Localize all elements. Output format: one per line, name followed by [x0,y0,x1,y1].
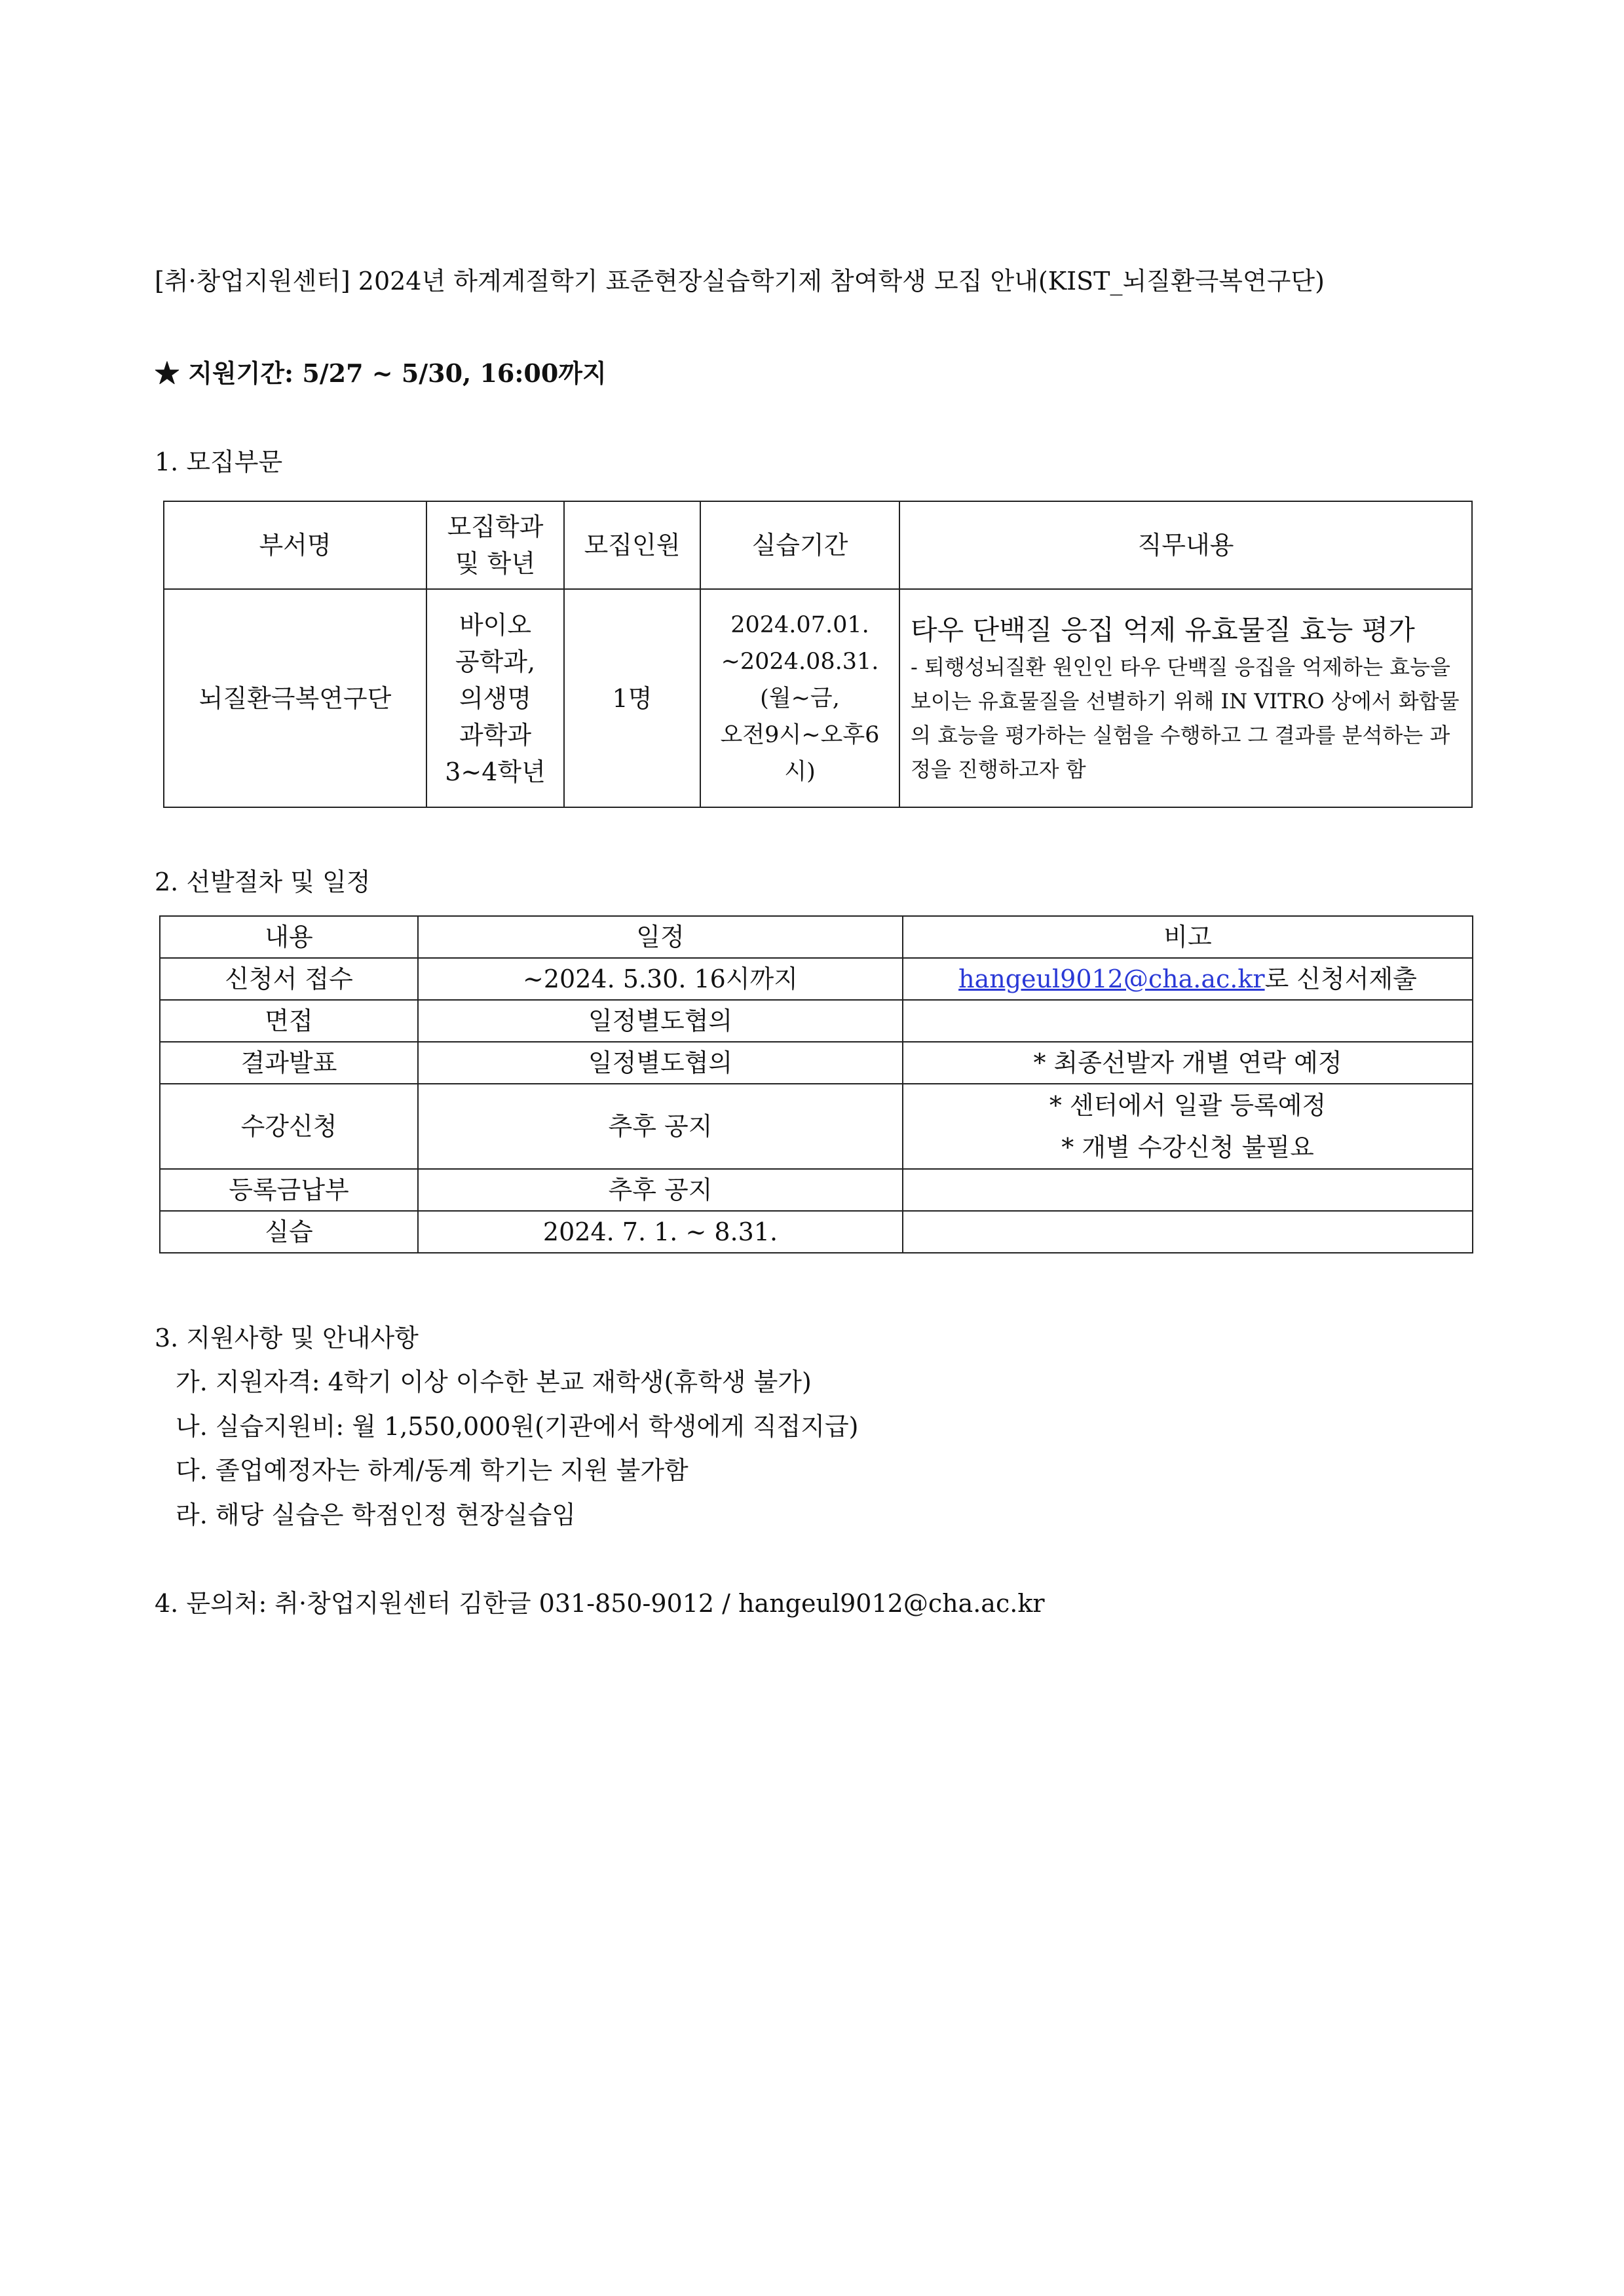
schedule-date: 추후 공지 [418,1169,903,1211]
major-text: 바이오 공학과, 의생명 과학과 3~4학년 [445,610,546,786]
schedule-note [903,1169,1473,1211]
schedule-date: 일정별도협의 [418,1042,903,1084]
schedule-note [903,1211,1473,1253]
email-link[interactable]: hangeul9012@cha.ac.kr [958,965,1265,993]
header-count [564,501,700,589]
table-row [160,1042,1473,1084]
schedule-item: 등록금납부 [160,1169,418,1211]
header-duty-label: 직무내용 [1137,531,1234,560]
schedule-table [159,915,1473,1253]
recruitment-table-header [164,501,1472,589]
list-item: 나. 실습지원비: 월 1,550,000원(기관에서 학생에게 직접지급) [176,1412,859,1441]
schedule-header [160,916,1473,958]
schedule-date: ~2024. 5.30. 16시까지 [418,958,903,1000]
period-cell [700,589,899,807]
dept-cell [164,589,426,807]
list-item: 라. 해당 실습은 학점인정 현장실습임 [176,1501,576,1529]
schedule-note-line1: * 센터에서 일괄 등록예정 [1049,1091,1327,1120]
schedule-item: 수강신청 [160,1084,418,1169]
schedule-note [903,1084,1473,1169]
schedule-date: 추후 공지 [418,1084,903,1169]
major-cell [426,589,564,807]
section1-heading: 1. 모집부문 [155,448,283,476]
schedule-note-line2: * 개별 수강신청 불필요 [1061,1133,1314,1162]
list-item: 가. 지원자격: 4학기 이상 이수한 본교 재학생(휴학생 불가) [176,1368,812,1396]
page-title: [취·창업지원센터] 2024년 하계계절학기 표준현장실습학기제 참여학생 모집 안내(KIST_뇌질환극복연구단) [155,267,1325,296]
duty-description: - 퇴행성뇌질환 원인인 타우 단백질 응집을 억제하는 효능을 보이는 유효물질을 선별하기 위해 IN VITRO 상에서 화합물의 효능을 평가하는 실험을 수행하고 그 결과를 분석하는 과정을 진행하고자 함 [911,654,1460,782]
list-item: 다. 졸업예정자는 하계/동계 학기는 지원 불가함 [176,1456,689,1485]
section2-heading: 2. 선발절차 및 일정 [155,868,371,896]
recruitment-table [163,501,1473,808]
schedule-header-date: 일정 [418,916,903,958]
table-row [160,1000,1473,1042]
header-major-label: 모집학과 및 학년 [447,512,544,578]
header-period-label: 실습기간 [751,531,848,560]
schedule-note [903,1000,1473,1042]
header-duty [899,501,1472,589]
schedule-item: 결과발표 [160,1042,418,1084]
schedule-header-item: 내용 [160,916,418,958]
application-deadline: ★ 지원기간: 5/27 ~ 5/30, 16:00까지 [155,358,607,388]
table-row [160,1169,1473,1211]
duty-title: 타우 단백질 응집 억제 유효물질 효능 평가 [911,613,1415,646]
header-dept [164,501,426,589]
schedule-header-note: 비고 [903,916,1473,958]
schedule-note [903,958,1473,1000]
recruitment-row [164,589,1472,807]
schedule-date: 일정별도협의 [418,1000,903,1042]
schedule-note: * 최종선발자 개별 연락 예정 [903,1042,1473,1084]
schedule-item: 면접 [160,1000,418,1042]
schedule-date: 2024. 7. 1. ~ 8.31. [418,1211,903,1253]
schedule-note-text: 로 신청서제출 [1264,965,1417,993]
count-cell [564,589,700,807]
header-dept-label: 부서명 [259,531,331,560]
table-row [160,958,1473,1000]
header-count-label: 모집인원 [584,531,681,560]
duty-cell [899,589,1472,807]
table-row [160,1211,1473,1253]
schedule-item: 신청서 접수 [160,958,418,1000]
dept-name: 뇌질환극복연구단 [198,683,392,713]
schedule-item: 실습 [160,1211,418,1253]
period-text: 2024.07.01. ~2024.08.31. (월~금, 오전9시~오후6시) [720,611,880,785]
section3-heading: 3. 지원사항 및 안내사항 [155,1324,419,1352]
header-period [700,501,899,589]
table-row [160,1084,1473,1169]
contact-info: 4. 문의처: 취·창업지원센터 김한글 031-850-9012 / hangeul9012@cha.ac.kr [155,1589,1045,1618]
recruit-count: 1명 [612,683,652,713]
header-major [426,501,564,589]
